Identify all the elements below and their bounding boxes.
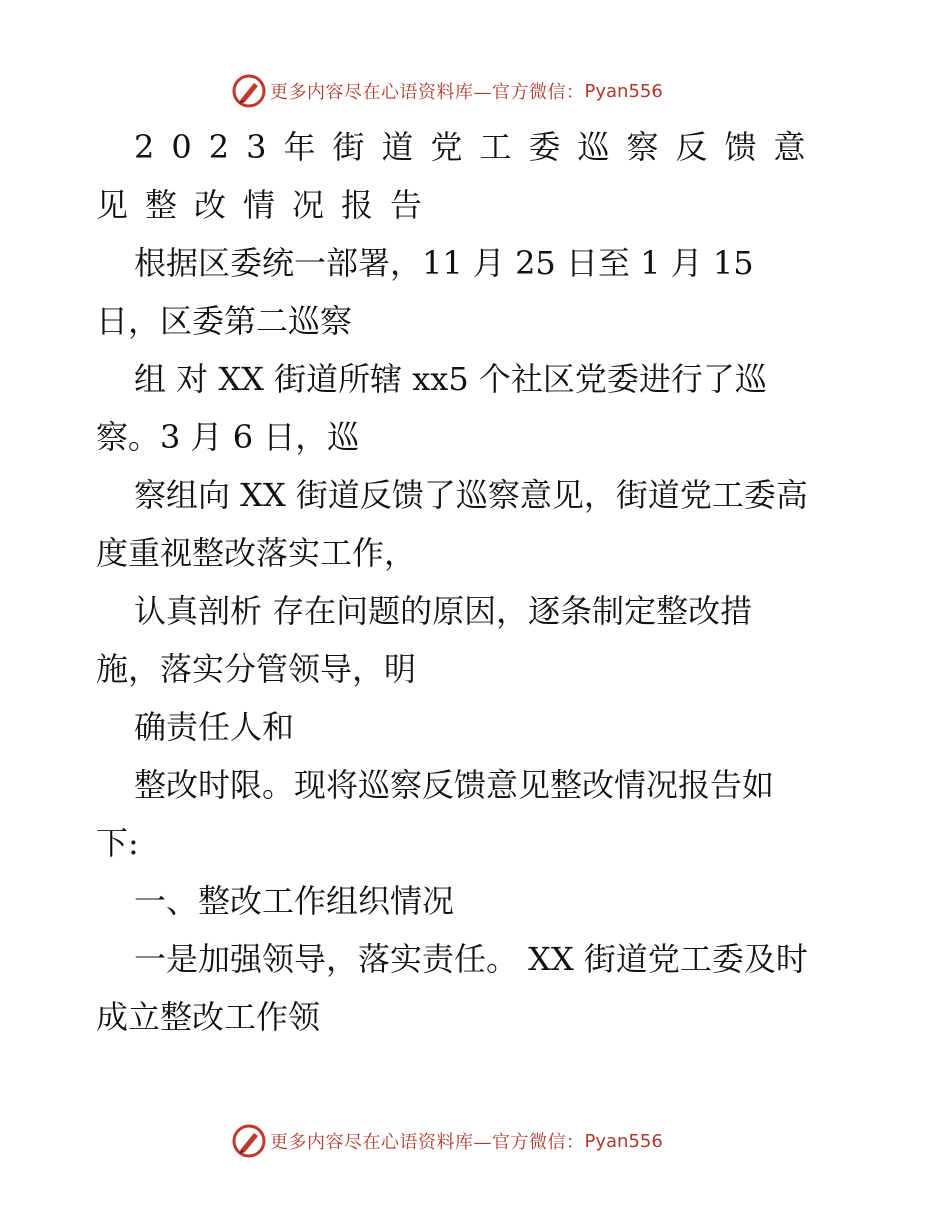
watermark-banner-bottom bbox=[232, 1124, 663, 1158]
paragraph-line: 察组向 XX 街道反馈了巡察意见，街道党工委高 bbox=[134, 476, 808, 514]
watermark-contact: Pyan556 bbox=[584, 80, 663, 102]
pen-logo-icon bbox=[232, 74, 266, 108]
document-title-line-2: 见整改情况报告 bbox=[96, 186, 440, 224]
document-body bbox=[96, 118, 896, 1046]
watermark-text: 更多内容尽在心语资料库—官方微信： bbox=[270, 1132, 585, 1153]
pen-logo-icon bbox=[232, 1124, 266, 1158]
paragraph-line: 察。3 月 6 日，巡 bbox=[96, 418, 360, 456]
paragraph-line: 根据区委统一部署，11 月 25 日至 1 月 15 bbox=[134, 244, 754, 282]
paragraph-line: 日，区委第二巡察 bbox=[96, 302, 353, 340]
paragraph-line: 确责任人和 bbox=[134, 708, 295, 746]
paragraph-line: 组 对 XX 街道所辖 xx5 个社区党委进行了巡 bbox=[134, 360, 767, 398]
paragraph-line: 度重视整改落实工作， bbox=[96, 534, 417, 572]
document-title-line-1: 2023年街道党工委巡察反馈意 bbox=[134, 128, 823, 166]
watermark-banner-top bbox=[232, 74, 663, 108]
paragraph-line: 一是加强领导，落实责任。 XX 街道党工委及时 bbox=[134, 940, 808, 978]
watermark-text: 更多内容尽在心语资料库—官方微信： bbox=[270, 82, 585, 103]
watermark-contact: Pyan556 bbox=[584, 1130, 663, 1152]
paragraph-line: 整改时限。现将巡察反馈意见整改情况报告如 bbox=[134, 766, 775, 804]
paragraph-line: 下: bbox=[96, 824, 139, 862]
section-heading: 一、整改工作组织情况 bbox=[134, 882, 455, 920]
paragraph-line: 施，落实分管领导，明 bbox=[96, 650, 417, 688]
paragraph-line: 认真剖析 存在问题的原因，逐条制定整改措 bbox=[134, 592, 753, 630]
paragraph-line: 成立整改工作领 bbox=[96, 998, 321, 1036]
